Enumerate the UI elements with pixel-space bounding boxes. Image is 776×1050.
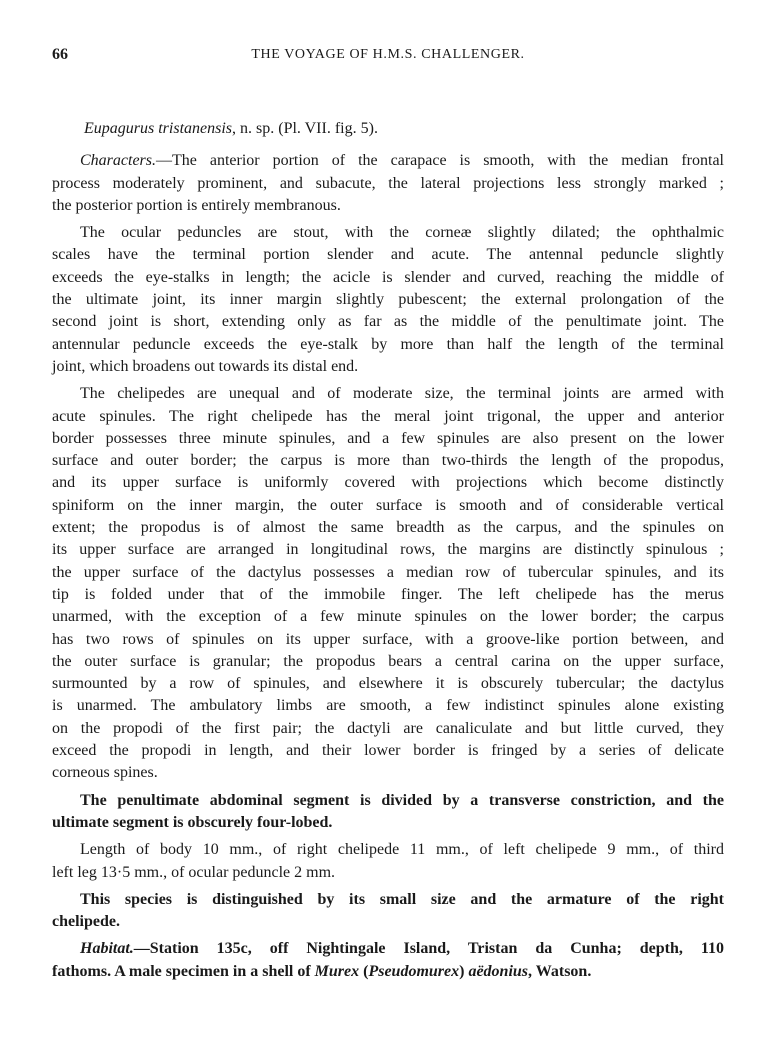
punct: ( bbox=[359, 962, 369, 980]
punct: ) bbox=[459, 962, 469, 980]
text-line bbox=[52, 562, 724, 584]
paragraph bbox=[52, 383, 724, 784]
habitat-line: fathoms. A male specimen in a shell of bbox=[52, 962, 315, 980]
text-line bbox=[52, 173, 724, 195]
species-plate-ref: , n. sp. (Pl. VII. fig. 5). bbox=[232, 120, 378, 137]
line-text: corneous spines. bbox=[52, 764, 158, 782]
line-text: the posterior portion is entirely membranous. bbox=[52, 196, 341, 214]
line-text: the ultimate joint, its inner margin slightly pubescent; the external prolongation of the bbox=[52, 291, 724, 309]
text-line bbox=[52, 911, 724, 933]
line-text: left leg 13·5 mm., of ocular peduncle 2 mm. bbox=[52, 863, 336, 881]
line-text: process moderately prominent, and subacute, the lateral projections less strongly marked ; bbox=[52, 174, 724, 192]
paragraph bbox=[52, 839, 724, 884]
line-text: the outer surface is granular; the propodus bears a central carina on the upper surface, bbox=[52, 652, 724, 670]
text-line bbox=[52, 383, 724, 405]
text-line bbox=[52, 584, 724, 606]
line-text: joint, which broadens out towards its distal end. bbox=[52, 357, 359, 375]
text-line bbox=[52, 517, 724, 539]
text-line bbox=[52, 606, 724, 628]
text-line bbox=[52, 695, 724, 717]
paragraph bbox=[52, 222, 724, 378]
species-epithet: aëdonius bbox=[468, 962, 529, 980]
line-text: unarmed, with the exception of a few minute spinules on the lower border; the carpus bbox=[52, 608, 724, 626]
page-body bbox=[52, 118, 724, 988]
running-header bbox=[52, 46, 724, 68]
text-line bbox=[52, 311, 724, 333]
text-line bbox=[52, 267, 724, 289]
line-text: tip is folded under that of the immobile finger. The left chelipede has the merus bbox=[52, 585, 724, 603]
text-line bbox=[52, 472, 724, 494]
text-line bbox=[52, 629, 724, 651]
text-line bbox=[52, 718, 724, 740]
line-text: —The anterior portion of the carapace is smooth, with the median frontal bbox=[156, 152, 724, 170]
line-text: Length of body 10 mm., of right chelipede 11 mm., of left chelipede 9 mm., of third bbox=[80, 841, 724, 859]
text-line bbox=[52, 839, 724, 861]
habitat-line: —Station 135c, off Nightingale Island, Tristan da Cunha; depth, 110 bbox=[133, 940, 724, 958]
text-line bbox=[52, 195, 724, 217]
habitat-paragraph bbox=[52, 938, 724, 983]
paragraph bbox=[52, 889, 724, 934]
line-text: and its upper surface is uniformly covered with projections which become distinctly bbox=[52, 474, 724, 492]
line-text: The penultimate abdominal segment is divided by a transverse constriction, and the bbox=[80, 791, 724, 809]
text-line bbox=[52, 289, 724, 311]
line-text: antennular peduncle exceeds the eye-stalk by more than half the length of the terminal bbox=[52, 335, 724, 353]
line-text: has two rows of spinules on its upper surface, with a groove-like portion between, and bbox=[52, 630, 724, 648]
paragraph bbox=[52, 790, 724, 835]
text-line bbox=[52, 812, 724, 834]
line-text: is unarmed. The ambulatory limbs are smooth, a few indistinct spinules alone existing bbox=[52, 697, 724, 715]
subgenus-name: Pseudomurex bbox=[368, 962, 460, 980]
species-heading bbox=[52, 118, 724, 140]
line-text: the upper surface of the dactylus possesses a median row of tubercular spinules, and its bbox=[52, 563, 724, 581]
line-text: second joint is short, extending only as far as the middle of the penultimate joint. The bbox=[52, 313, 724, 331]
text-line bbox=[52, 862, 724, 884]
line-text: its upper surface are arranged in longitudinal rows, the margins are distinctly spinulous ; bbox=[52, 541, 724, 559]
line-text: The ocular peduncles are stout, with the corneæ slightly dilated; the ophthalmic bbox=[80, 224, 724, 242]
genus-name: Murex bbox=[314, 962, 360, 980]
text-line bbox=[52, 334, 724, 356]
text-line bbox=[52, 406, 724, 428]
habitat-line: , Watson. bbox=[528, 962, 592, 980]
text-line bbox=[52, 428, 724, 450]
line-text: border possesses three minute spinules, and a few spinules are also present on the lower bbox=[52, 429, 724, 447]
paragraph-lead: Characters. bbox=[80, 152, 156, 170]
text-line bbox=[52, 762, 724, 784]
line-text: The chelipedes are unequal and of moderate size, the terminal joints are armed with bbox=[80, 385, 724, 403]
description-paragraphs bbox=[52, 150, 724, 933]
text-line bbox=[52, 150, 724, 172]
line-text: on the propodi of the first pair; the dactyli are canaliculate and but little curved, they bbox=[52, 719, 724, 737]
text-line bbox=[52, 450, 724, 472]
species-name: Eupagurus tristanensis bbox=[84, 120, 233, 137]
line-text: surface and outer border; the carpus is more than two-thirds the length of the propodus, bbox=[52, 452, 724, 470]
line-text: This species is distinguished by its small size and the armature of the right bbox=[80, 890, 724, 908]
line-text: scales have the terminal portion slender and acute. The antennal peduncle slightly bbox=[52, 246, 724, 264]
line-text: acute spinules. The right chelipede has the meral joint trigonal, the upper and anterior bbox=[52, 407, 724, 425]
text-line bbox=[52, 356, 724, 378]
paragraph bbox=[52, 150, 724, 217]
text-line bbox=[52, 889, 724, 911]
running-title: THE VOYAGE OF H.M.S. CHALLENGER. bbox=[251, 47, 525, 62]
line-text: ultimate segment is obscurely four-lobed. bbox=[52, 813, 333, 831]
line-text: chelipede. bbox=[52, 913, 120, 931]
habitat-lead: Habitat. bbox=[80, 940, 134, 958]
text-line bbox=[52, 495, 724, 517]
line-text: exceed the propodi in length, and their lower border is fringed by a series of delicate bbox=[52, 742, 724, 760]
text-line bbox=[52, 244, 724, 266]
text-line bbox=[52, 673, 724, 695]
page-number: 66 bbox=[52, 46, 68, 63]
line-text: exceeds the eye-stalks in length; the acicle is slender and curved, reaching the middle of bbox=[52, 268, 724, 286]
text-line bbox=[52, 539, 724, 561]
line-text: extent; the propodus is of almost the same breadth as the carpus, and the spinules on bbox=[52, 519, 724, 537]
text-line bbox=[52, 651, 724, 673]
text-line bbox=[52, 790, 724, 812]
line-text: surmounted by a row of spinules, and elsewhere it is obscurely tubercular; the dactylus bbox=[52, 675, 724, 693]
line-text: spiniform on the inner margin, the outer surface is smooth and of considerable vertical bbox=[52, 496, 724, 514]
text-line bbox=[52, 222, 724, 244]
text-line bbox=[52, 740, 724, 762]
